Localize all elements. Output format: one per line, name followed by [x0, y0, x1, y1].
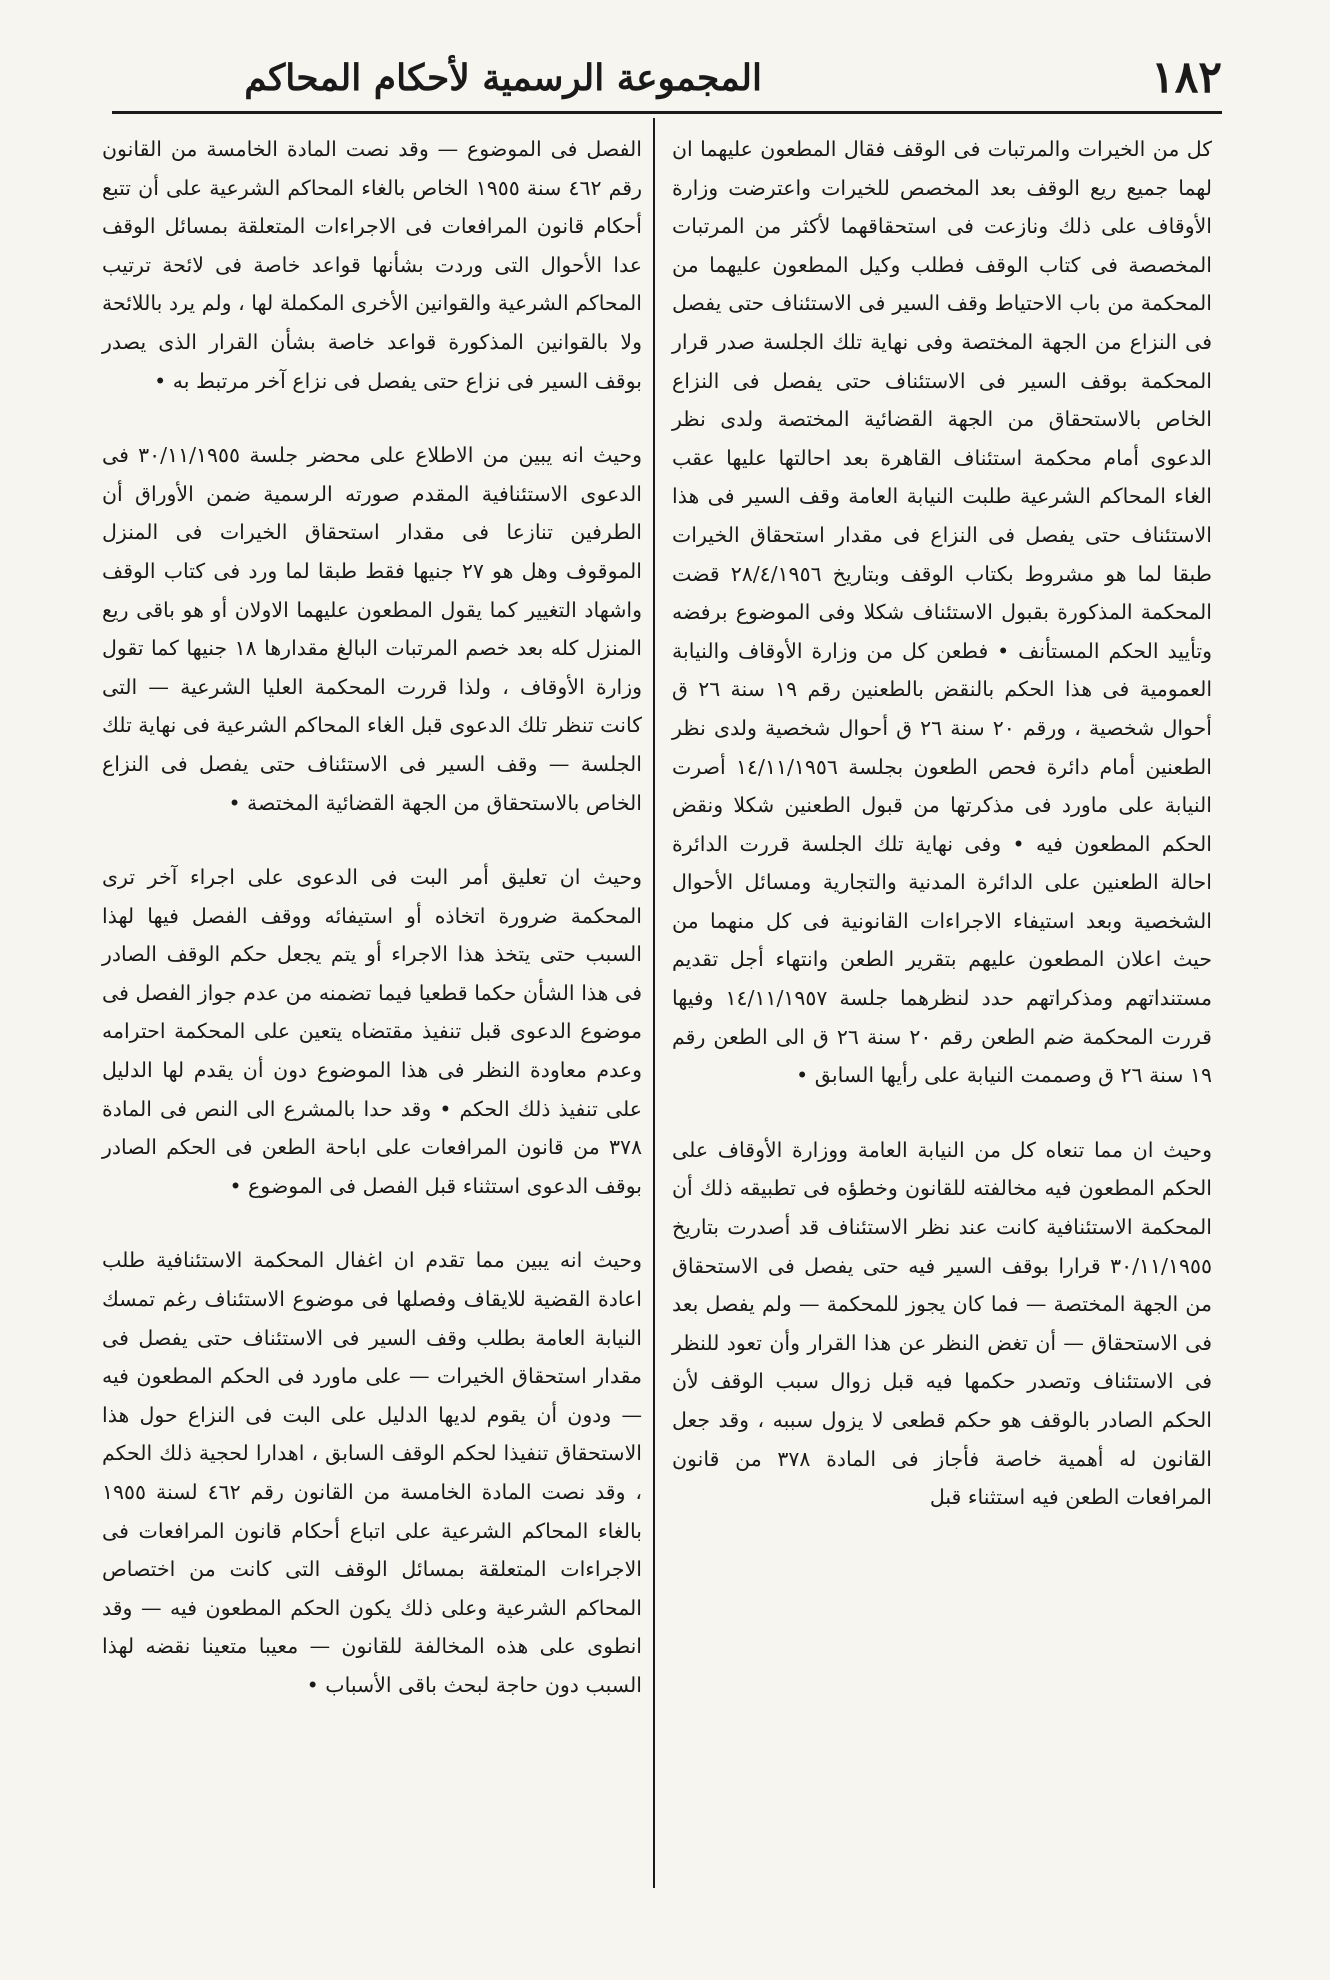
right-column: [672, 130, 1212, 1517]
paragraph: الفصل فى الموضوع — وقد نصت المادة الخامسة من القانون رقم ٤٦٢ سنة ١٩٥٥ الخاص بالغاء المحاكم الشرعية على أن تتبع أحكام قانون المرافعات فى الاجراءات المتعلقة بمسائل الوقف عدا الأحوال التى وردت بشأنها قواعد خاصة فى لائحة ترتيب المحاكم الشرعية والقوانين الأخرى المكملة لها ، ولم يرد باللائحة ولا بالقوانين المذكورة قواعد خاصة بشأن القرار الذى يصدر بوقف السير فى نزاع حتى يفصل فى نزاع آخر مرتبط به •: [102, 137, 642, 393]
header-rule: [112, 111, 1222, 114]
running-title: المجموعة الرسمية لأحكام المحاكم: [244, 57, 762, 99]
page-number: ١٨٢: [1151, 52, 1222, 103]
paragraph: كل من الخيرات والمرتبات فى الوقف فقال المطعون عليهما ان لهما جميع ريع الوقف بعد المخصص للخيرات واعترضت وزارة الأوقاف على ذلك ونازعت فى استحقاقهما لأكثر من المرتبات المخصصة فى كتاب الوقف فطلب وكيل المطعون عليهما من المحكمة من باب الاحتياط وقف السير فى الاستئناف حتى يفصل فى النزاع من الجهة المختصة وفى نهاية تلك الجلسة صدر قرار المحكمة بوقف السير فى الاستئناف حتى يفصل فى النزاع الخاص بالاستحقاق من الجهة القضائية المختصة ولدى نظر الدعوى أمام محكمة استئناف القاهرة بعد احالتها عليها عقب الغاء المحاكم الشرعية طلبت النيابة العامة وقف السير فى هذا الاستئناف حتى يفصل فى النزاع فى مقدار استحقاق الخيرات طبقا لما هو مشروط بكتاب الوقف وبتاريخ ٢٨/٤/١٩٥٦ قضت المحكمة المذكورة بقبول الاستئناف شكلا وفى الموضوع برفضه وتأييد الحكم المستأنف • فطعن كل من وزارة الأوقاف والنيابة العمومية فى هذا الحكم بالنقض بالطعنين رقم ١٩ سنة ٢٦ ق أحوال شخصية ، ورقم ٢٠ سنة ٢٦ ق أحوال شخصية ولدى نظر الطعنين أمام دائرة فحص الطعون بجلسة ١٤/١١/١٩٥٦ أصرت النيابة على ماورد فى مذكرتها من قبول الطعنين شكلا ونقض الحكم المطعون فيه • وفى نهاية تلك الجلسة قررت الدائرة احالة الطعنين على الدائرة المدنية والتجارية ومسائل الأحوال الشخصية وبعد استيفاء الاجراءات القانونية فى كل منهما من حيث اعلان المطعون عليهم بتقرير الطعن وانتهاء أجل تقديم مستنداتهم ومذكراتهم حدد لنظرهما جلسة ١٤/١١/١٩٥٧ وفيها قررت المحكمة ضم الطعن رقم ٢٠ سنة ٢٦ ق الى الطعن رقم ١٩ سنة ٢٦ ق وصممت النيابة على رأيها السابق •: [672, 137, 1213, 1088]
left-column: [102, 130, 642, 1705]
paragraph: وحيث ان مما تنعاه كل من النيابة العامة ووزارة الأوقاف على الحكم المطعون فيه مخالفته للقانون وخطؤه فى تطبيقه ذلك أن المحكمة الاستئنافية كانت عند نظر الاستئناف قد أصدرت بتاريخ ٣٠/١١/١٩٥٥ قرارا بوقف السير فيه حتى يفصل فى الاستحقاق من الجهة المختصة — فما كان يجوز للمحكمة — ولم يفصل بعد فى الاستحقاق — أن تغض النظر عن هذا القرار وأن تعود للنظر فى الاستئناف وتصدر حكمها فيه قبل زوال سبب الوقف لأن الحكم الصادر بالوقف هو حكم قطعى لا يزول سببه ، وقد جعل القانون له أهمية خاصة فأجاز فى المادة ٣٧٨ من قانون المرافعات الطعن فيه استثناء قبل: [672, 1137, 1212, 1510]
paragraph: وحيث انه يبين من الاطلاع على محضر جلسة ٣٠/١١/١٩٥٥ فى الدعوى الاستئنافية المقدم صورته الرسمية ضمن الأوراق أن الطرفين تنازعا فى مقدار استحقاق الخيرات فى المنزل الموقوف وهل هو ٢٧ جنيها فقط طبقا لما ورد فى كتاب الوقف واشهاد التغيير كما يقول المطعون عليهما الاولان أو هو باقى ريع المنزل كله بعد خصم المرتبات البالغ مقدارها ١٨ جنيها كما تقول وزارة الأوقاف ، ولذا قررت المحكمة العليا الشرعية — التى كانت تنظر تلك الدعوى قبل الغاء المحاكم الشرعية فى نهاية تلك الجلسة — وقف السير فى الاستئناف حتى يفصل فى النزاع الخاص بالاستحقاق من الجهة القضائية المختصة •: [102, 443, 642, 815]
paragraph: وحيث انه يبين مما تقدم ان اغفال المحكمة الاستئنافية طلب اعادة القضية للايقاف وفصلها فى موضوع الاستئناف رغم تمسك النيابة العامة بطلب وقف السير فى الاستئناف حتى يفصل فى مقدار استحقاق الخيرات — على ماورد فى الحكم المطعون فيه — ودون أن يقوم لديها الدليل على البت فى النزاع حول هذا الاستحقاق تنفيذا لحكم الوقف السابق ، اهدارا لحجية ذلك الحكم ، وقد نصت المادة الخامسة من القانون رقم ٤٦٢ لسنة ١٩٥٥ بالغاء المحاكم الشرعية على اتباع أحكام قانون المرافعات فى الاجراءات المتعلقة بمسائل الوقف التى كانت من اختصاص المحاكم الشرعية وعلى ذلك يكون الحكم المطعون فيه — وقد انطوى على هذه المخالفة للقانون — معيبا متعينا نقضه لهذا السبب دون حاجة لبحث باقى الأسباب •: [102, 1248, 642, 1697]
page-header: [112, 48, 1222, 108]
paragraph: وحيث ان تعليق أمر البت فى الدعوى على اجراء آخر ترى المحكمة ضرورة اتخاذه أو استيفائه ووقف الفصل فيها لهذا السبب حتى يتخذ هذا الاجراء أو يتم يجعل حكم الوقف الصادر فى هذا الشأن حكما قطعيا فيما تضمنه من عدم جواز الفصل فى موضوع الدعوى قبل تنفيذ مقتضاه يتعين على المحكمة احترامه وعدم معاودة النظر فى هذا الموضوع دون أن يقدم لها الدليل على تنفيذ ذلك الحكم • وقد حدا بالمشرع الى النص فى المادة ٣٧٨ من قانون المرافعات على اباحة الطعن فى الحكم الصادر بوقف الدعوى استثناء قبل الفصل فى الموضوع •: [102, 865, 642, 1198]
column-divider: [653, 118, 655, 1888]
